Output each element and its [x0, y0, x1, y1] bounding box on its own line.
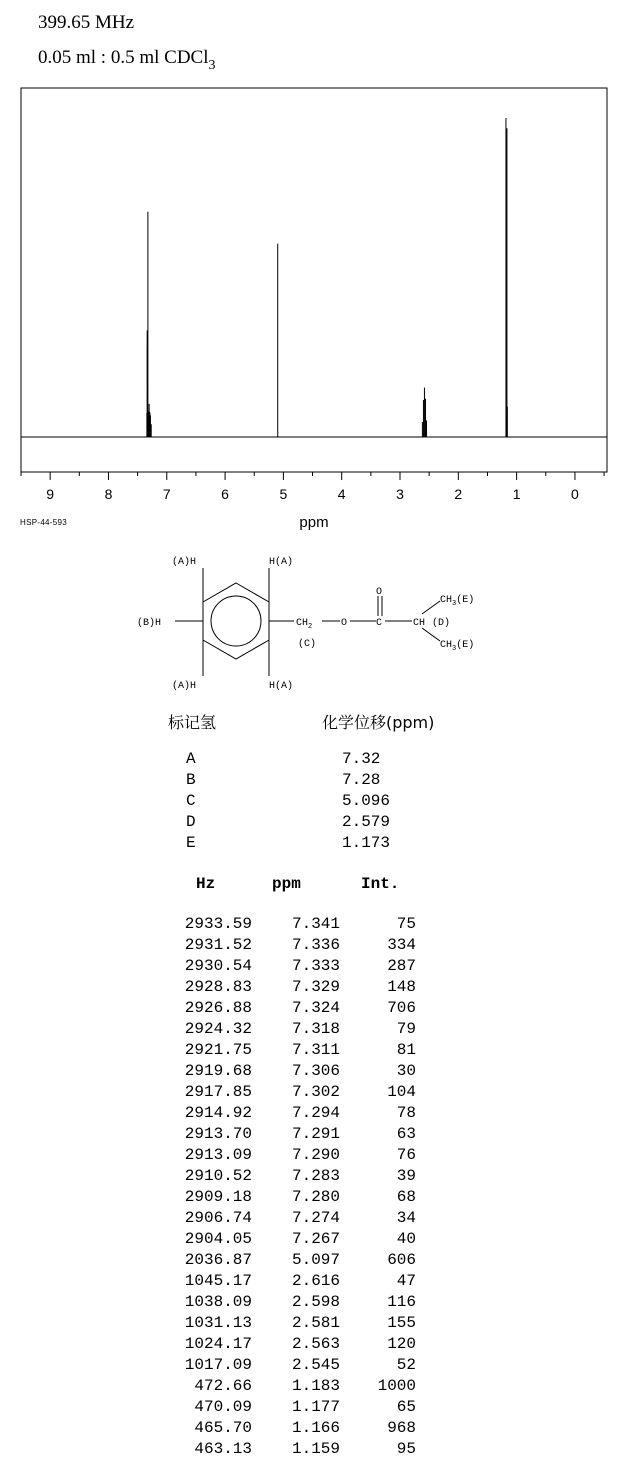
assignment-row: [186, 771, 446, 792]
aromatic-circle: [211, 596, 261, 646]
label-ch-tag: (D): [432, 618, 451, 629]
assignment-label: B: [186, 771, 196, 789]
peak-row: [150, 1398, 420, 1419]
peak-int-cell: 68: [396, 1188, 416, 1206]
peak-hz-cell: 1045.17: [184, 1272, 252, 1290]
label-ch2-sub: 2: [308, 623, 313, 631]
peak-int-cell: 606: [387, 1251, 416, 1269]
peak-hz-cell: 2906.74: [184, 1209, 252, 1227]
solvent-text: 0.05 ml : 0.5 ml CDCl: [38, 47, 209, 68]
peak-int-cell: 95: [396, 1440, 416, 1458]
label-ch3-bottom: [440, 639, 474, 653]
peak-hz-cell: 2930.54: [184, 957, 252, 975]
x-tick-label: 8: [104, 486, 113, 502]
peak-header-hz: Hz: [196, 875, 216, 893]
peak-int-cell: 1000: [377, 1377, 416, 1395]
peak-hz-cell: 2910.52: [184, 1167, 252, 1185]
peak-ppm-cell: 7.267: [291, 1230, 340, 1248]
peak-int-cell: 79: [396, 1020, 416, 1038]
x-tick-label: 6: [221, 486, 229, 502]
peak-row: [150, 1188, 420, 1209]
label-ch3-bottom-tag: (E): [456, 640, 475, 651]
peak-row: [150, 1020, 420, 1041]
assignment-label: E: [186, 834, 196, 852]
peak-row: [150, 1041, 420, 1062]
label-ch2-tag: (C): [298, 639, 317, 650]
peak-int-cell: 81: [396, 1041, 416, 1059]
peak-ppm-cell: 7.311: [291, 1041, 340, 1059]
peak-int-cell: 334: [387, 936, 416, 954]
peak-hz-cell: 2914.92: [184, 1104, 252, 1122]
peak-hz-cell: 2928.83: [184, 978, 252, 996]
peak-ppm-cell: 7.306: [291, 1062, 340, 1080]
peak-row: [150, 1104, 420, 1125]
peak-hz-cell: 472.66: [194, 1377, 252, 1395]
peak-row: [150, 1167, 420, 1188]
peak-int-cell: 120: [387, 1335, 416, 1353]
solvent-subscript: 3: [208, 58, 216, 73]
peak-int-cell: 104: [387, 1083, 416, 1101]
peak-ppm-cell: 7.333: [291, 957, 340, 975]
peak-int-cell: 968: [387, 1419, 416, 1437]
peak-int-cell: 287: [387, 957, 416, 975]
peak-row: [150, 1230, 420, 1251]
x-tick-label: 4: [337, 486, 346, 502]
peak-row: [150, 957, 420, 978]
label-ch3-bottom-text: CH: [440, 640, 453, 651]
peak-int-cell: 63: [396, 1125, 416, 1143]
peak-ppm-cell: 1.183: [291, 1377, 340, 1395]
peak-int-cell: 76: [396, 1146, 416, 1164]
peak-ppm-cell: 7.341: [291, 915, 340, 933]
label-ch3-top-tag: (E): [456, 595, 475, 606]
peak-header-ppm: ppm: [272, 875, 301, 893]
peak-hz-cell: 470.09: [194, 1398, 252, 1416]
assignment-label: C: [186, 792, 196, 810]
peak-row: [150, 999, 420, 1020]
x-tick-label: 9: [46, 486, 55, 502]
peak-row: [150, 1209, 420, 1230]
peak-ppm-cell: 1.166: [291, 1419, 340, 1437]
structure-labels: [137, 556, 474, 692]
peak-hz-cell: 463.13: [194, 1440, 252, 1458]
peak-row: [150, 1272, 420, 1293]
peak-hz-cell: 2919.68: [184, 1062, 252, 1080]
benzene-ring: [203, 583, 269, 659]
label-ch: CH: [413, 618, 426, 629]
assignment-label: A: [186, 750, 196, 768]
peak-row: [150, 1335, 420, 1356]
peak-int-cell: 78: [396, 1104, 416, 1122]
peak-header-int: Int.: [361, 875, 400, 893]
peak-ppm-cell: 2.563: [291, 1335, 340, 1353]
peak-ppm-cell: 7.329: [291, 978, 340, 996]
x-tick-label: 2: [454, 486, 463, 502]
peak-hz-cell: 2036.87: [184, 1251, 252, 1269]
label-ch3-top-sub: 3: [452, 600, 457, 608]
peak-row: [150, 1146, 420, 1167]
peak-row: [150, 1419, 420, 1440]
peak-row: [150, 1083, 420, 1104]
label-h-bottom-right: H(A): [269, 681, 294, 692]
peak-int-cell: 39: [396, 1167, 416, 1185]
peak-row: [150, 1440, 420, 1461]
label-h-left: (B)H: [137, 618, 162, 629]
assignment-label: D: [186, 813, 196, 831]
peak-int-cell: 52: [396, 1356, 416, 1374]
peak-hz-cell: 2924.32: [184, 1020, 252, 1038]
label-ch3-top: [440, 594, 474, 608]
peak-row: [150, 1377, 420, 1398]
peak-row: [150, 978, 420, 999]
peak-row: [150, 1125, 420, 1146]
peak-hz-cell: 2913.09: [184, 1146, 252, 1164]
peak-int-cell: 47: [396, 1272, 416, 1290]
peak-row: [150, 936, 420, 957]
peak-hz-cell: 2913.70: [184, 1125, 252, 1143]
peak-int-cell: 75: [396, 915, 416, 933]
assignment-shift: 7.28: [342, 771, 381, 789]
peak-hz-cell: 1017.09: [184, 1356, 252, 1374]
peak-row: [150, 915, 420, 936]
peak-ppm-cell: 7.302: [291, 1083, 340, 1101]
assignment-shift: 1.173: [342, 834, 391, 852]
x-axis-label: ppm: [299, 514, 329, 531]
peak-ppm-cell: 1.159: [291, 1440, 340, 1458]
assignment-row: [186, 750, 446, 771]
peak-int-cell: 706: [387, 999, 416, 1017]
peak-ppm-cell: 7.336: [291, 936, 340, 954]
x-tick-label: 5: [279, 486, 288, 502]
label-carbonyl-c: C: [376, 618, 383, 629]
assignment-row: [186, 813, 446, 834]
chemical-structure: [130, 548, 510, 698]
peak-int-cell: 155: [387, 1314, 416, 1332]
peak-ppm-cell: 7.274: [291, 1209, 340, 1227]
peak-int-cell: 65: [396, 1398, 416, 1416]
peak-int-cell: 148: [387, 978, 416, 996]
spectrum-code: HSP-44-593: [20, 518, 68, 527]
peak-hz-cell: 2909.18: [184, 1188, 252, 1206]
assignment-shift: 5.096: [342, 792, 391, 810]
peak-ppm-cell: 7.318: [291, 1020, 340, 1038]
x-tick-label: 7: [162, 486, 171, 502]
peak-ppm-cell: 2.598: [291, 1293, 340, 1311]
peak-ppm-cell: 7.280: [291, 1188, 340, 1206]
label-oxygen: O: [341, 618, 348, 629]
x-tick-label: 1: [512, 486, 521, 502]
peak-int-cell: 40: [396, 1230, 416, 1248]
x-axis-ticks: [21, 472, 604, 502]
peak-hz-cell: 1031.13: [184, 1314, 252, 1332]
label-h-top-right: H(A): [269, 557, 294, 568]
label-ch3-bottom-sub: 3: [452, 645, 457, 653]
peak-row: [150, 1314, 420, 1335]
peak-ppm-cell: 7.290: [291, 1146, 340, 1164]
x-tick-label: 0: [571, 486, 579, 502]
label-ch3-top-text: CH: [440, 595, 453, 606]
peak-hz-cell: 465.70: [194, 1419, 252, 1437]
peak-hz-cell: 2931.52: [184, 936, 252, 954]
assignment-shift: 7.32: [342, 750, 381, 768]
peak-int-cell: 34: [396, 1209, 416, 1227]
assignment-row: [186, 792, 446, 813]
peak-hz-cell: 2933.59: [184, 915, 252, 933]
peak-row: [150, 1062, 420, 1083]
peak-ppm-cell: 2.545: [291, 1356, 340, 1374]
spectrometer-frequency: 399.65 MHz: [38, 12, 135, 33]
peak-int-cell: 30: [396, 1062, 416, 1080]
label-h-top-left: (A)H: [172, 557, 197, 568]
peak-ppm-cell: 7.324: [291, 999, 340, 1017]
peak-hz-cell: 2926.88: [184, 999, 252, 1017]
peak-ppm-cell: 2.581: [291, 1314, 340, 1332]
peak-ppm-cell: 7.294: [291, 1104, 340, 1122]
label-ch2-text: CH: [296, 618, 309, 629]
label-h-bottom-left: (A)H: [172, 681, 197, 692]
peak-row: [150, 1356, 420, 1377]
peak-ppm-cell: 7.283: [291, 1167, 340, 1185]
assignment-row: [186, 834, 446, 855]
peak-row: [150, 1251, 420, 1272]
peak-ppm-cell: 2.616: [291, 1272, 340, 1290]
solvent-ratio: [38, 47, 216, 74]
assignment-header-label: 标记氢: [168, 713, 217, 732]
peak-hz-cell: 2917.85: [184, 1083, 252, 1101]
peak-int-cell: 116: [387, 1293, 416, 1311]
peak-ppm-cell: 7.291: [291, 1125, 340, 1143]
peak-row: [150, 1293, 420, 1314]
plot-frame: [21, 88, 607, 472]
peak-ppm-cell: 5.097: [291, 1251, 340, 1269]
peak-hz-cell: 2921.75: [184, 1041, 252, 1059]
peak-ppm-cell: 1.177: [291, 1398, 340, 1416]
label-ch2: [296, 618, 312, 631]
label-carbonyl-o: O: [376, 587, 383, 598]
x-tick-label: 3: [396, 486, 404, 502]
assignment-shift: 2.579: [342, 813, 391, 831]
peak-hz-cell: 1038.09: [184, 1293, 252, 1311]
assignment-header-shift: 化学位移(ppm): [322, 713, 435, 732]
peak-hz-cell: 1024.17: [184, 1335, 252, 1353]
peak-hz-cell: 2904.05: [184, 1230, 252, 1248]
